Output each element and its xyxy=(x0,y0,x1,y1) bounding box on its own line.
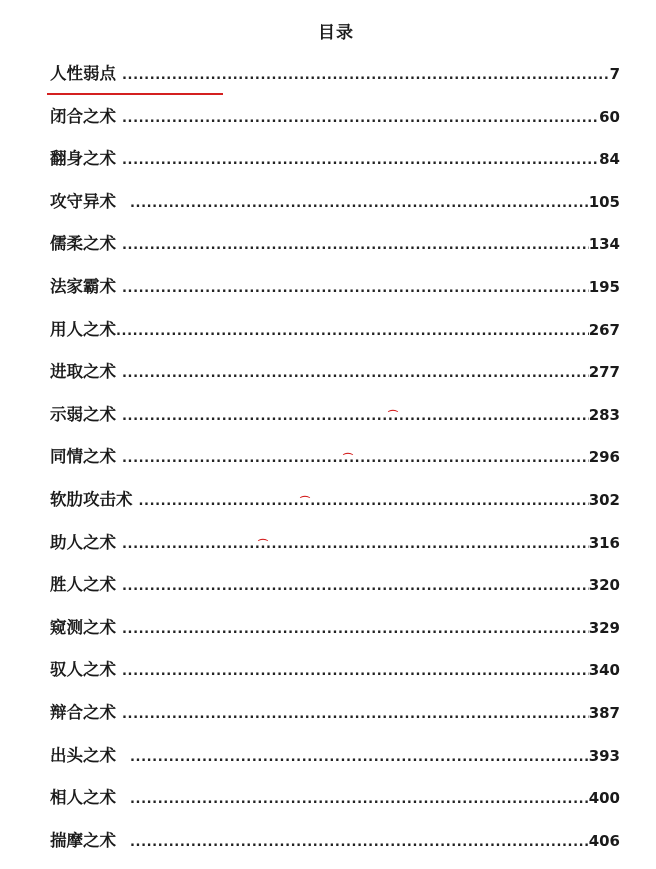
toc-entry-page: 400 xyxy=(588,789,620,808)
toc-entry[interactable] xyxy=(50,358,620,401)
toc-entry[interactable] xyxy=(50,273,620,316)
toc-entry-title: 用人之术 xyxy=(50,319,116,339)
toc-entry-title: 同情之术 xyxy=(50,447,116,467)
red-annotation-mark: ⌒ xyxy=(300,497,310,508)
toc-entry-page: 195 xyxy=(588,277,620,296)
toc-entry[interactable] xyxy=(50,401,620,444)
page-title: 目录 xyxy=(318,23,354,43)
toc-entry-title: 进取之术 xyxy=(50,362,116,382)
toc-entry-page: 302 xyxy=(588,490,620,509)
toc-dot-leader xyxy=(122,658,589,686)
toc-dot-leader xyxy=(122,232,589,260)
toc-entry[interactable] xyxy=(50,316,620,359)
toc-entry-page: 320 xyxy=(588,576,620,595)
toc-entry-page: 296 xyxy=(588,448,620,467)
toc-dot-leader xyxy=(122,573,589,601)
table-of-contents xyxy=(50,60,620,869)
red-annotation-mark: ⌒ xyxy=(388,411,398,422)
toc-entry-title: 相人之术 xyxy=(50,788,116,808)
toc-entry[interactable] xyxy=(50,60,620,103)
toc-dot-leader xyxy=(122,275,589,303)
toc-dot-leader xyxy=(122,147,599,175)
toc-dot-leader xyxy=(130,744,589,772)
toc-entry-page: 267 xyxy=(588,320,620,339)
toc-entry-title: 助人之术 xyxy=(50,532,116,552)
toc-entry-title: 攻守异术 xyxy=(50,191,116,211)
toc-entry[interactable] xyxy=(50,784,620,827)
red-annotation-mark: ⌒ xyxy=(258,540,268,551)
toc-entry[interactable] xyxy=(50,529,620,572)
toc-entry[interactable] xyxy=(50,188,620,231)
toc-entry[interactable] xyxy=(50,230,620,273)
toc-entry[interactable] xyxy=(50,742,620,785)
toc-entry[interactable] xyxy=(50,571,620,614)
toc-entry-title: 辩合之术 xyxy=(50,702,116,722)
toc-entry[interactable] xyxy=(50,486,620,529)
toc-dot-leader xyxy=(122,62,610,90)
toc-dot-leader xyxy=(122,105,599,133)
toc-entry-page: 60 xyxy=(599,107,620,126)
toc-entry-page: 316 xyxy=(588,533,620,552)
toc-entry-page: 84 xyxy=(599,150,620,169)
toc-entry[interactable] xyxy=(50,103,620,146)
toc-entry[interactable] xyxy=(50,614,620,657)
toc-entry-title: 示弱之术 xyxy=(50,404,116,424)
toc-entry[interactable] xyxy=(50,699,620,742)
toc-dot-leader xyxy=(130,786,589,814)
toc-entry-page: 340 xyxy=(588,661,620,680)
toc-entry-title: 闭合之术 xyxy=(50,106,116,126)
toc-dot-leader xyxy=(122,445,589,473)
toc-dot-leader xyxy=(122,531,589,559)
toc-entry-title: 人性弱点 xyxy=(50,64,116,83)
toc-entry-page: 283 xyxy=(588,405,620,424)
toc-entry-page: 387 xyxy=(588,703,620,722)
toc-dot-leader xyxy=(130,829,589,857)
toc-entry-title: 法家霸术 xyxy=(50,276,116,296)
toc-dot-leader xyxy=(130,190,589,218)
toc-entry-title: 揣摩之术 xyxy=(50,830,116,850)
toc-entry[interactable] xyxy=(50,443,620,486)
toc-dot-leader xyxy=(122,403,589,431)
toc-dot-leader xyxy=(122,616,589,644)
toc-entry-page: 105 xyxy=(588,192,620,211)
toc-entry-page: 406 xyxy=(588,831,620,850)
red-annotation-mark: ⌒ xyxy=(343,454,353,465)
toc-entry-title: 胜人之术 xyxy=(50,575,116,595)
toc-entry-page: 329 xyxy=(588,618,620,637)
toc-entry-title: 翻身之术 xyxy=(50,149,116,169)
toc-entry-page: 7 xyxy=(609,65,620,83)
toc-entry-title: 驭人之术 xyxy=(50,660,116,680)
toc-entry-title: 儒柔之术 xyxy=(50,234,116,254)
toc-dot-leader xyxy=(116,318,589,346)
toc-dot-leader xyxy=(139,488,589,516)
toc-entry-title: 窥测之术 xyxy=(50,617,116,637)
toc-entry[interactable] xyxy=(50,656,620,699)
toc-entry-page: 134 xyxy=(588,235,620,254)
toc-entry-title: 软肋攻击术 xyxy=(50,489,133,509)
toc-entry[interactable] xyxy=(50,145,620,188)
toc-dot-leader xyxy=(122,360,589,388)
toc-dot-leader xyxy=(122,701,589,729)
toc-entry-title: 出头之术 xyxy=(50,745,116,765)
toc-entry-page: 277 xyxy=(588,363,620,382)
toc-entry[interactable] xyxy=(50,827,620,869)
toc-entry-page: 393 xyxy=(588,746,620,765)
